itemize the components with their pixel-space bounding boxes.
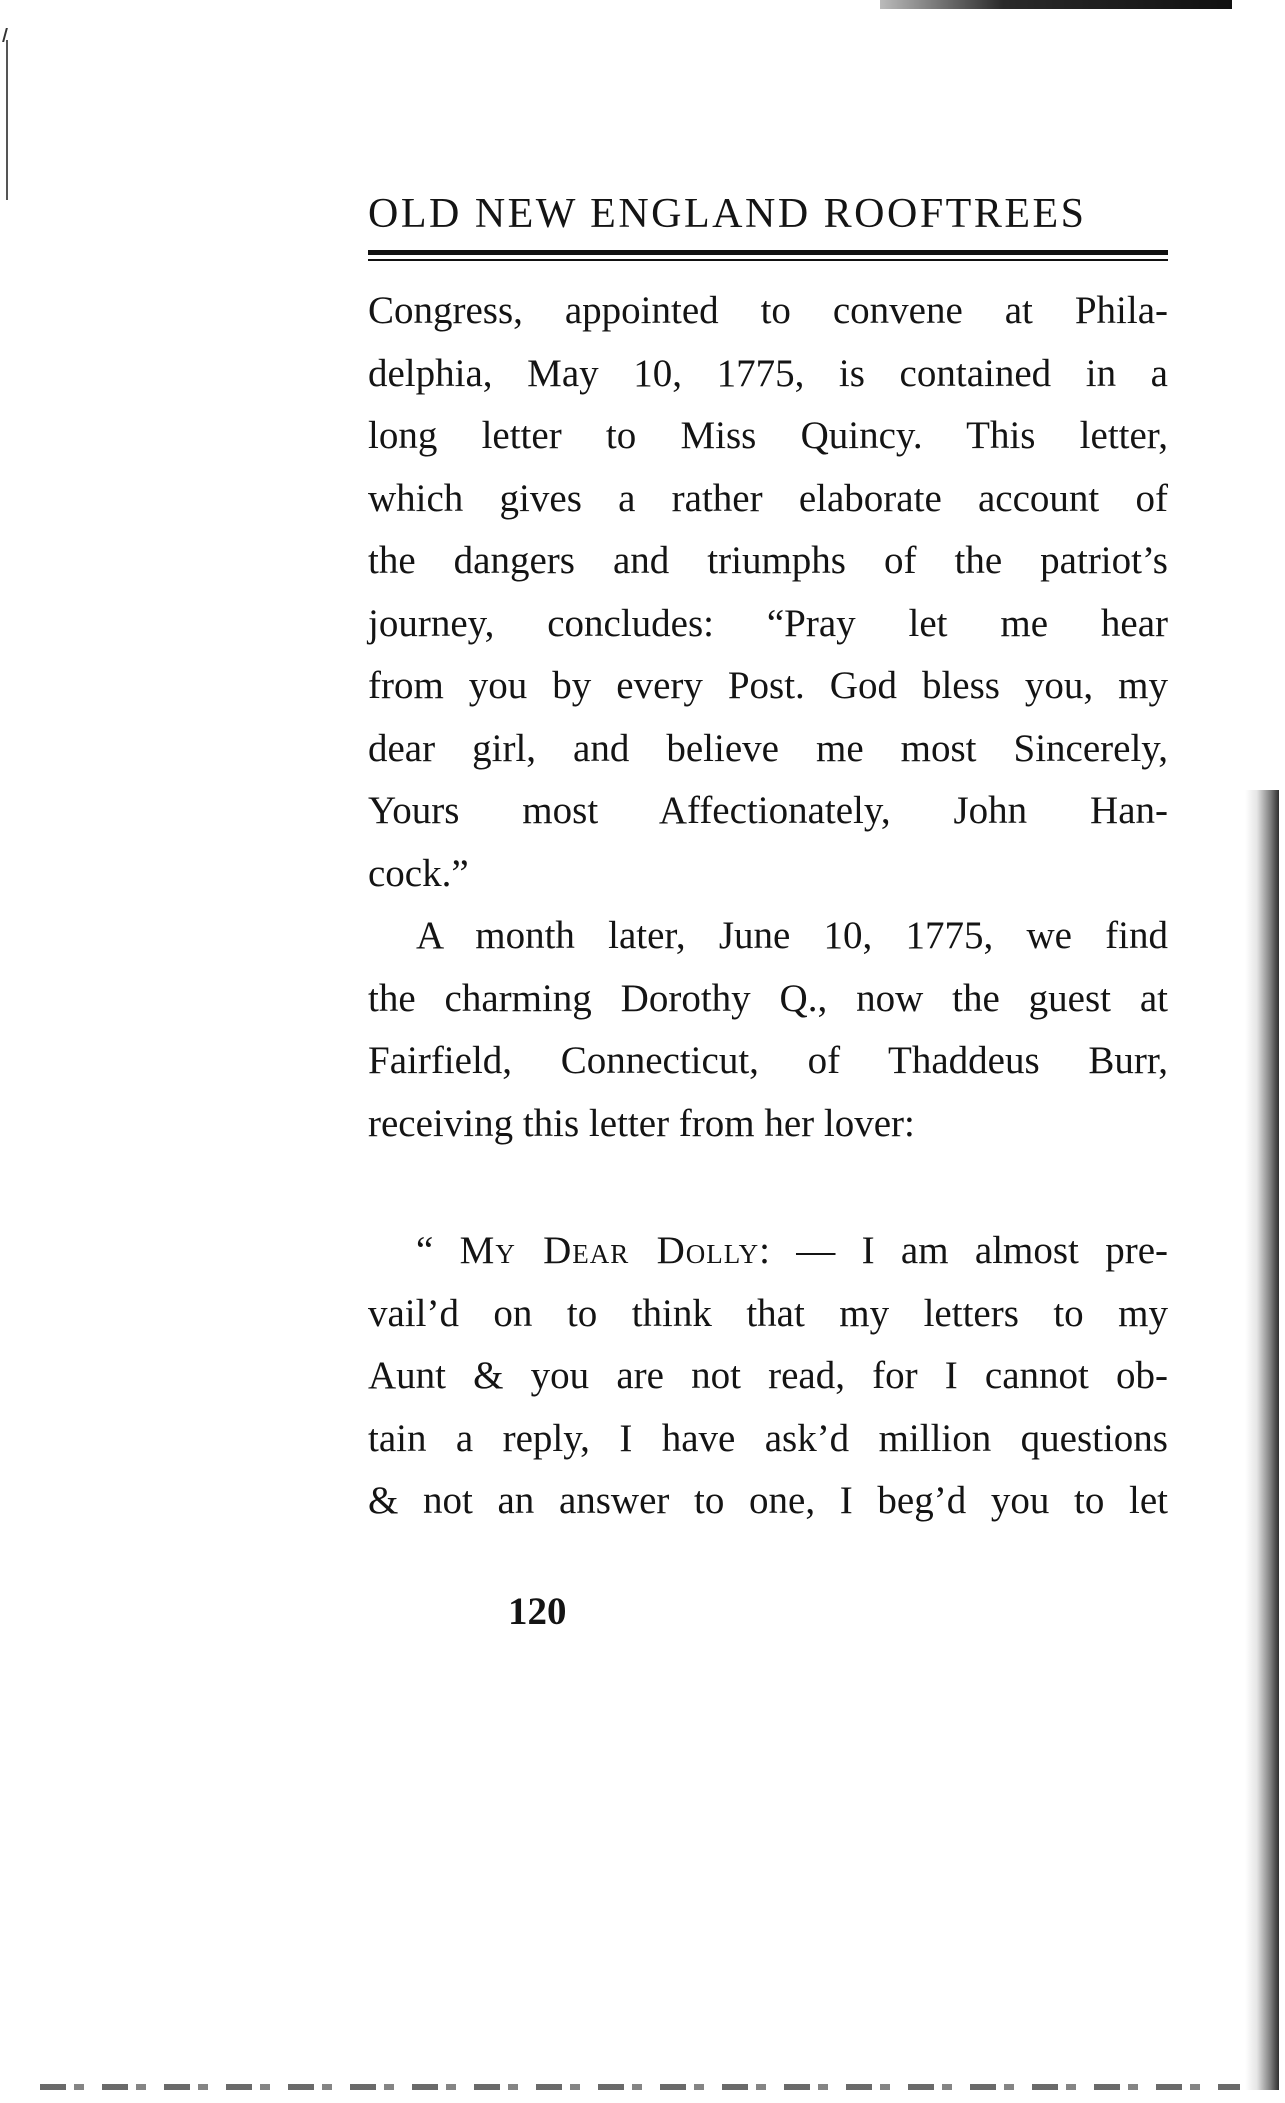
text-line: Congress, appointed to convene at Phila- (368, 289, 1168, 332)
scan-mark-left (6, 40, 8, 200)
section-gap (368, 1155, 1168, 1220)
open-quote: “ (416, 1229, 460, 1272)
paragraph-1 (368, 280, 1168, 905)
text-line: receiving this letter from her lover: (368, 1101, 915, 1145)
text-line: delphia, May 10, 1775, is contained in a (368, 351, 1168, 395)
text-line: vail’d on to think that my letters to my (368, 1291, 1168, 1335)
text-line: from you by every Post. God bless you, my (368, 664, 1168, 707)
scan-edge-top (880, 0, 1232, 9)
letter-salutation: My Dear Dolly (459, 1229, 760, 1272)
scan-mark-left-tip (2, 28, 14, 42)
text-line: Fairfield, Connecticut, of Thaddeus Burr, (368, 1039, 1168, 1082)
header-rule-thick (368, 250, 1168, 255)
text-line: Aunt & you are not read, for I cannot ob- (368, 1354, 1168, 1397)
header-rule-thin (368, 259, 1168, 261)
paragraph-2 (368, 905, 1168, 1155)
body-text (368, 280, 1168, 1533)
letter-salutation-rest: : — I am almost pre- (759, 1229, 1168, 1272)
text-line: tain a reply, I have ask’d million questions (368, 1416, 1168, 1460)
text-line: the charming Dorothy Q., now the guest at (368, 976, 1168, 1020)
text-line: cock.” (368, 851, 469, 895)
text-line: the dangers and triumphs of the patriot’s (368, 539, 1168, 582)
letter-quote (368, 1220, 1168, 1533)
running-head: OLD NEW ENGLAND ROOFTREES (368, 191, 1087, 237)
text-line: dear girl, and believe me most Sincerely, (368, 726, 1168, 770)
text-line: journey, concludes: “Pray let me hear (368, 601, 1168, 645)
text-line: long letter to Miss Quincy. This letter, (368, 414, 1168, 457)
letter-salutation-line (368, 1220, 1168, 1283)
scan-edge-bottom (40, 2084, 1240, 2090)
page-number: 120 (508, 1590, 567, 1633)
text-line: Yours most Affectionately, John Han- (368, 789, 1168, 832)
text-line: A month later, June 10, 1775, we find (416, 914, 1168, 957)
scan-edge-right (1245, 790, 1279, 2090)
text-line: which gives a rather elaborate account of (368, 476, 1168, 520)
text-line: & not an answer to one, I beg’d you to let (368, 1479, 1168, 1522)
